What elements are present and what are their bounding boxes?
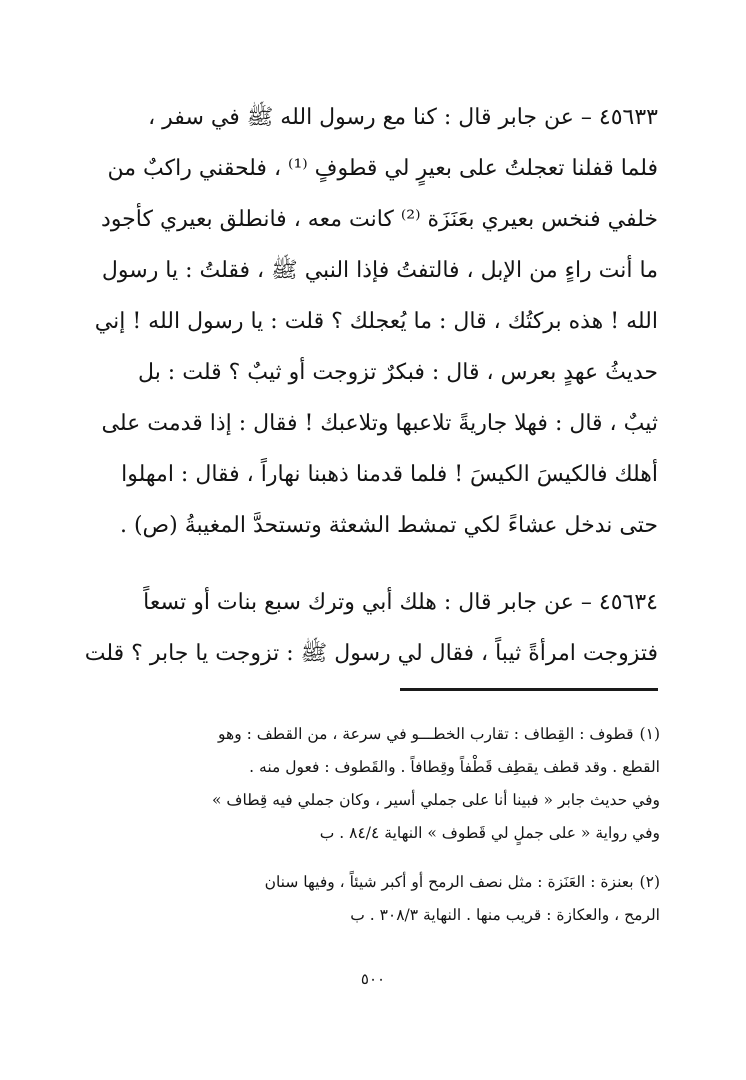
hadith-line: خلفي فنخس بعيري بعَنَزَة ⁽²⁾ كانت معه ، فانطلق بعيري كأجود (101, 207, 658, 232)
hadith-line: فتزوجت امرأةً ثيباً ، فقال لي رسول ﷺ : تزوجت يا جابر ؟ قلت (84, 641, 658, 666)
hadith-line: ٤٥٦٣٤ – عن جابر قال : هلك أبي وترك سبع بنات أو تسعاً (143, 590, 658, 615)
hadith-line: ثيبٌ ، قال : فهلا جاريةً تلاعبها وتلاعبك ! فقال : إذا قدمت على (101, 411, 658, 436)
footnote-divider (400, 688, 658, 691)
footnote: (٢)بعنزة : العَنَزة : مثل نصف الرمح أو أكبر شيئاً ، وفيها سنان الرمح ، والعكازة : قريب منها . النهاية ٣٠٨/٣ . ب (264, 873, 660, 924)
footnote: (١)قطوف : القِطاف : تقارب الخطـــو في سرعة ، من القطف : وهو القطع . وقد قطف يقطِف قَطْفاً وقِطافاً . والقَطوف : فعول منه . وفي حديث جابر « فبينا أنا على جملي أسير ، وكان جملي فيه قِطاف » وفي رواية « على جملٍ لي قَطوف » النهاية ٨٤/٤ . ب (212, 725, 660, 842)
hadith-number: ٤٥٦٣٣ (598, 105, 658, 130)
hadith-line: ٤٥٦٣٣ – عن جابر قال : كنا مع رسول الله ﷺ في سفر ، (148, 105, 658, 130)
hadith-line: فلما قفلنا تعجلتُ على بعيرٍ لي قطوفٍ ⁽¹⁾ ، فلحقني راكبٌ من (107, 156, 658, 181)
hadith-line: أهلك فالكيسَ الكيسَ ! فلما قدمنا ذهبنا نهاراً ، فقال : امهلوا (121, 462, 658, 487)
main-text (78, 92, 658, 679)
footnote-marker: (٢) (639, 873, 660, 891)
hadith-line: ما أنت راءٍ من الإبل ، فالتفتُ فإذا النبي ﷺ ، فقلتُ : يا رسول (101, 258, 658, 283)
hadith-line: الله ! هذه بركتُك ، قال : ما يُعجلك ؟ قلت : يا رسول الله ! إني (94, 309, 658, 334)
page-number: ٥٠٠ (360, 970, 386, 988)
footnote-marker: (١) (639, 725, 660, 743)
hadith-line: حديثُ عهدٍ بعرس ، قال : فبكرٌ تزوجت أو ثيبٌ ؟ قلت : بل (138, 360, 658, 385)
hadith-number: ٤٥٦٣٤ (598, 590, 658, 615)
footnotes (80, 718, 660, 932)
hadith-line: حتى ندخل عشاءً لكي تمشط الشعثة وتستحدَّ المغيبةُ (ص) . (119, 513, 658, 538)
